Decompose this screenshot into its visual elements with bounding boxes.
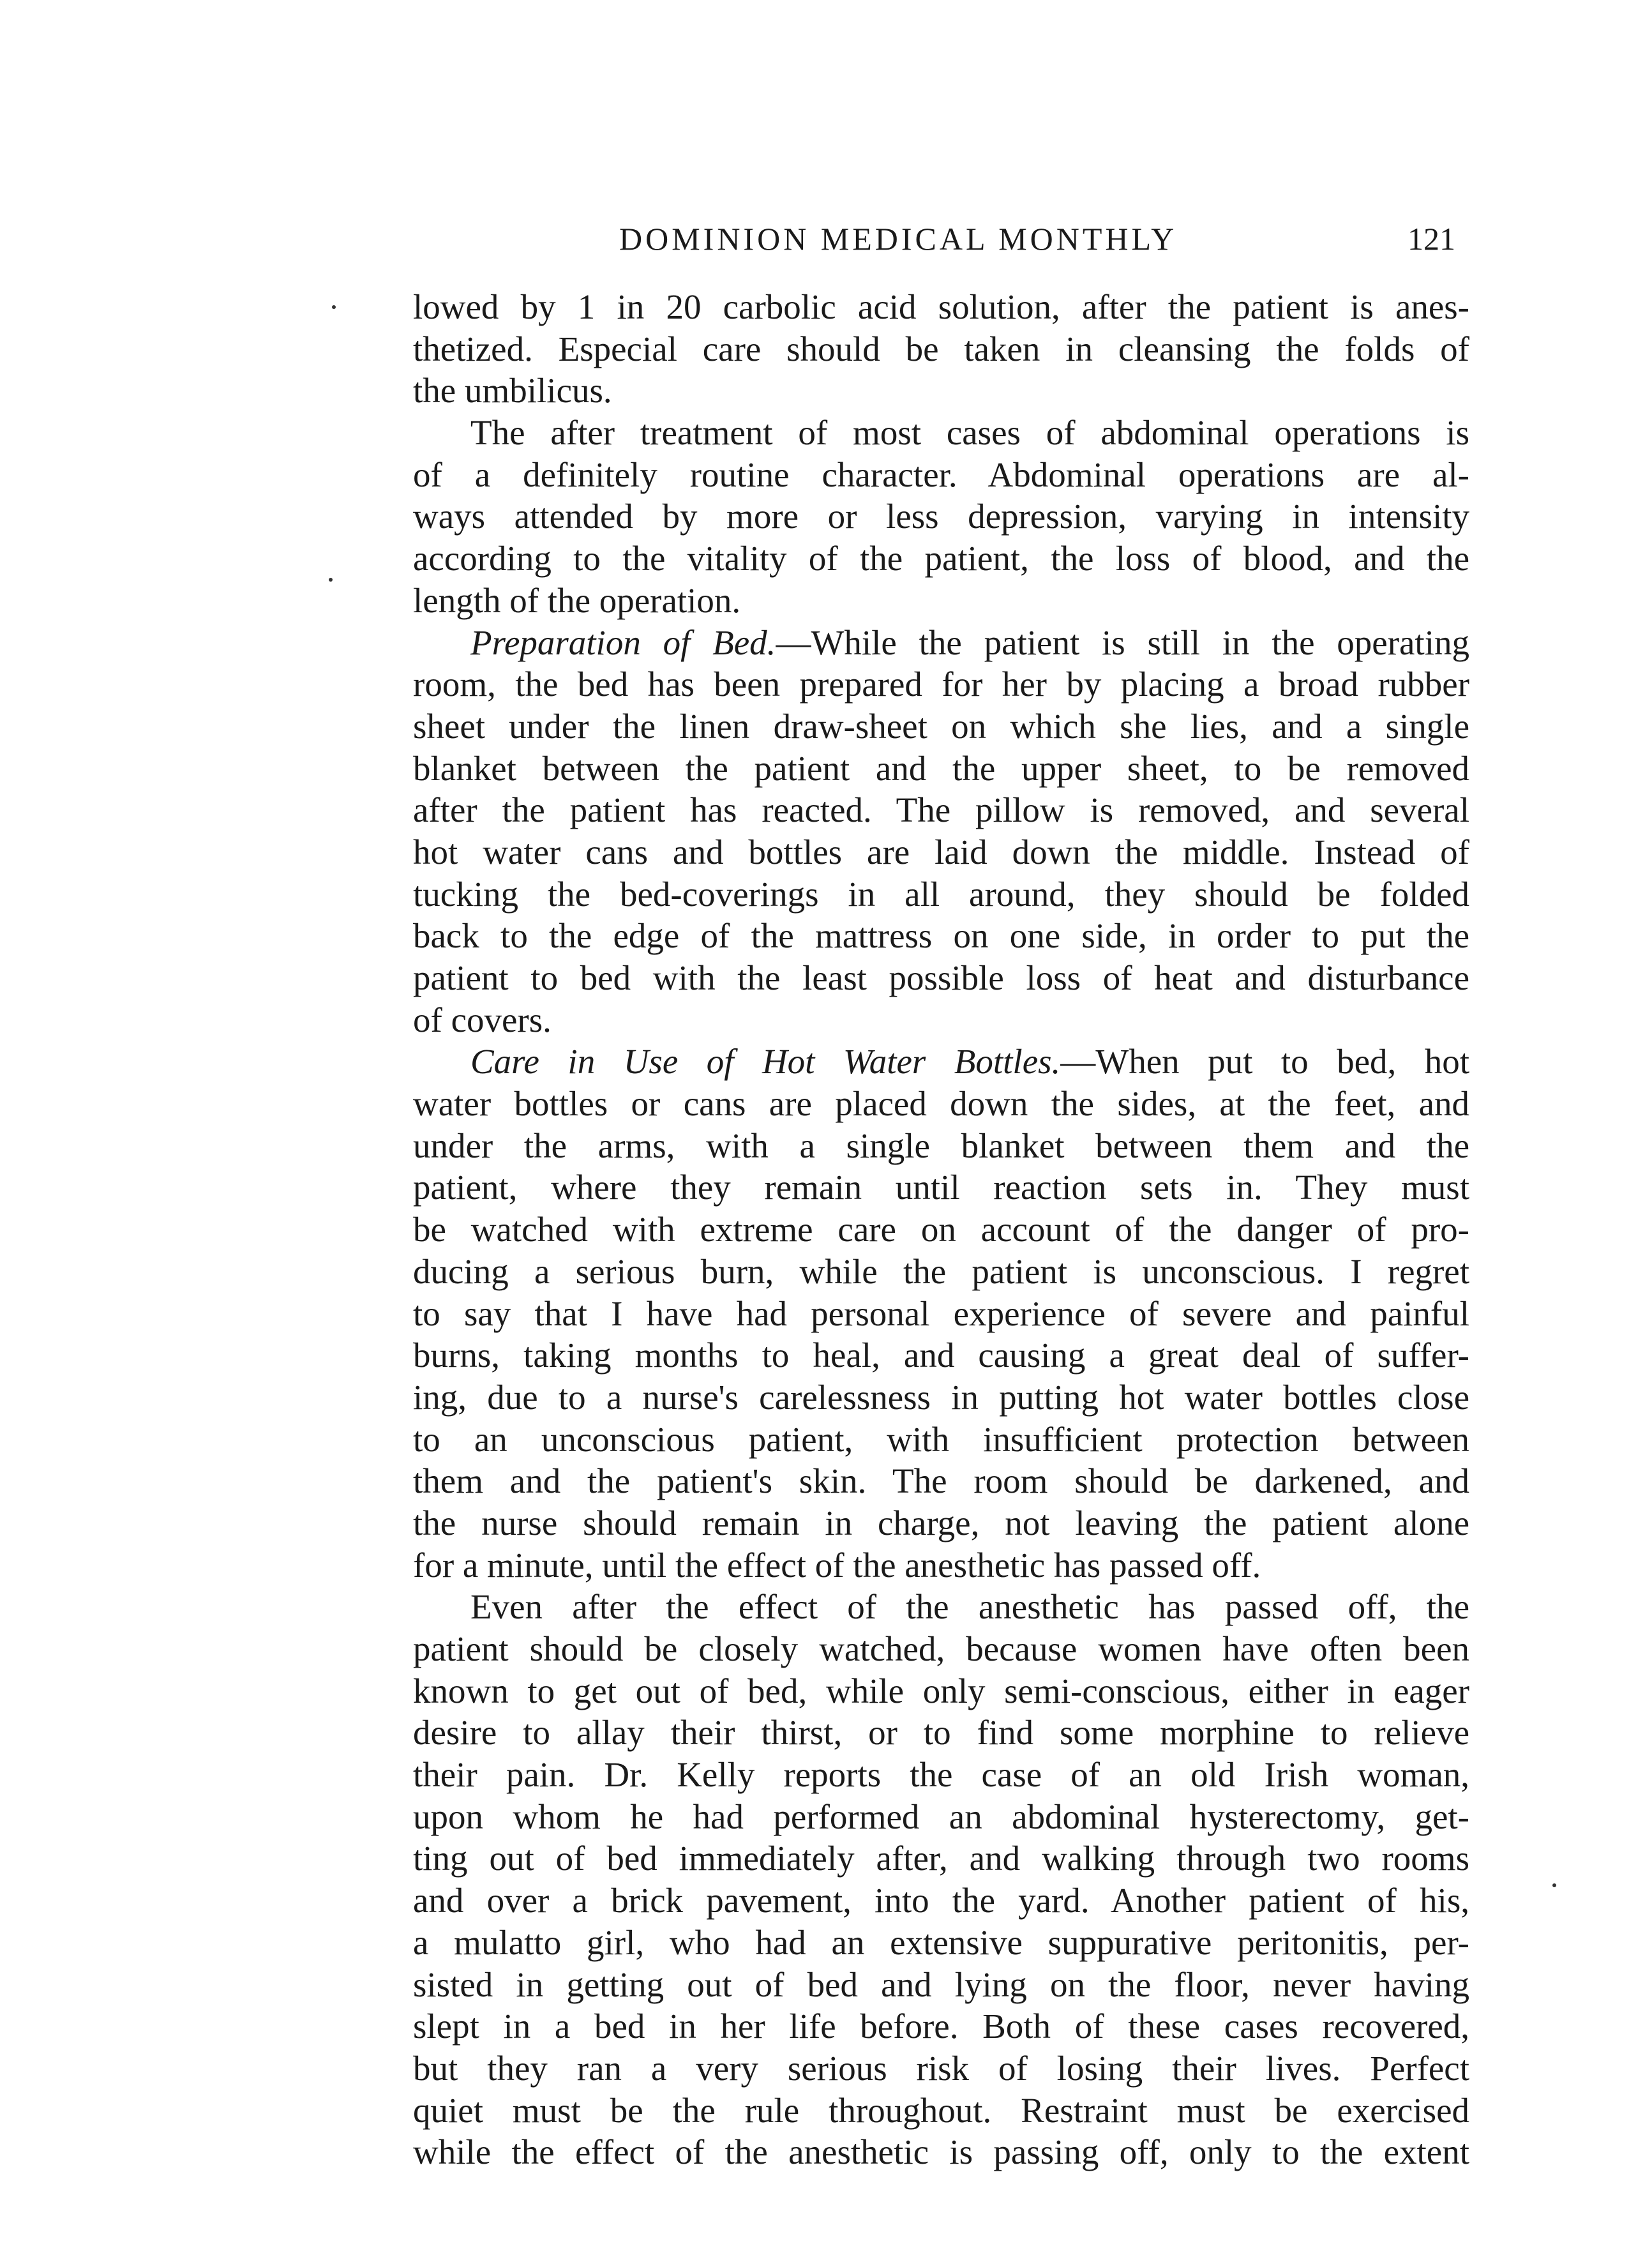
text-line: thetized. Especial care should be taken in cleansing the folds of <box>413 329 1469 368</box>
text-line: the nurse should remain in charge, not leaving the patient alone <box>413 1503 1469 1542</box>
text-line: slept in a bed in her life before. Both of these cases recovered, <box>413 2007 1469 2046</box>
text-line: known to get out of bed, while only semi-conscious, either in eager <box>413 1671 1469 1710</box>
text-line: sheet under the linen draw-sheet on which she lies, and a single <box>413 706 1469 746</box>
text-line: ting out of bed immediately after, and walking through two rooms <box>413 1839 1469 1878</box>
text-line: hot water cans and bottles are laid down the middle. Instead of <box>413 832 1469 871</box>
text-line: a mulatto girl, who had an extensive suppurative peritonitis, per- <box>413 1922 1469 1962</box>
text-line: while the effect of the anesthetic is passing off, only to the extent <box>413 2132 1469 2172</box>
text-line: to say that I have had personal experience of severe and painful <box>413 1293 1469 1333</box>
text-line: ducing a serious burn, while the patient is unconscious. I regret <box>413 1251 1469 1291</box>
text-line: The after treatment of most cases of abdominal operations is <box>470 413 1469 453</box>
text-line: Even after the effect of the anesthetic has passed off, the <box>470 1587 1469 1627</box>
running-head <box>409 220 1481 271</box>
text-line: under the arms, with a single blanket between them and the <box>413 1126 1469 1165</box>
text-line: length of the operation. <box>413 580 741 620</box>
section-heading-preparation-of-bed: Preparation of Bed. <box>470 622 776 662</box>
text-line: ways attended by more or less depression, varying in intensity <box>413 497 1469 536</box>
text-line: of covers. <box>413 1000 552 1039</box>
text-line: ing, due to a nurse's carelessness in putting hot water bottles close <box>413 1377 1469 1417</box>
text-line: of a definitely routine character. Abdominal operations are al- <box>413 455 1469 494</box>
text-line: room, the bed has been prepared for her by placing a broad rubber <box>413 665 1469 704</box>
text-line: them and the patient's skin. The room should be darkened, and <box>413 1461 1469 1501</box>
text-line: to an unconscious patient, with insufficient protection between <box>413 1419 1469 1459</box>
text-run: —When put to bed, hot <box>1060 1042 1470 1082</box>
text-line: blanket between the patient and the upper sheet, to be removed <box>413 748 1469 788</box>
section-heading-hot-water-bottles: Care in Use of Hot Water Bottles. <box>470 1042 1061 1082</box>
text-line: upon whom he had performed an abdominal hysterectomy, get- <box>413 1797 1469 1836</box>
text-line: and over a brick pavement, into the yard. Another patient of his, <box>413 1881 1469 1920</box>
text-line: quiet must be the rule throughout. Restraint must be exercised <box>413 2090 1469 2130</box>
text-line: according to the vitality of the patient, the loss of blood, and the <box>413 539 1469 578</box>
text-line: for a minute, until the effect of the anesthetic has passed off. <box>413 1545 1261 1585</box>
text-line: lowed by 1 in 20 carbolic acid solution, after the patient is anes- <box>413 287 1469 326</box>
body-text <box>413 286 1469 2173</box>
text-line <box>413 622 1469 664</box>
text-line <box>413 1041 1469 1083</box>
text-line: sisted in getting out of bed and lying on the floor, never having <box>413 1964 1469 2004</box>
running-title: DOMINION MEDICAL MONTHLY <box>619 221 1178 257</box>
text-line: water bottles or cans are placed down the sides, at the feet, and <box>413 1084 1469 1124</box>
text-line: their pain. Dr. Kelly reports the case of an old Irish woman, <box>413 1755 1469 1795</box>
stray-ink-mark <box>332 305 336 309</box>
text-line: desire to allay their thirst, or to find some morphine to relieve <box>413 1713 1469 1753</box>
text-line: be watched with extreme care on account of the danger of pro- <box>413 1210 1469 1249</box>
text-line: patient to bed with the least possible loss of heat and disturbance <box>413 958 1469 997</box>
text-line: patient, where they remain until reaction sets in. They must <box>413 1168 1469 1207</box>
page-number: 121 <box>1408 221 1455 257</box>
text-run: —While the patient is still in the operating <box>776 622 1469 662</box>
text-line: but they ran a very serious risk of losing their lives. Perfect <box>413 2048 1469 2088</box>
text-line: back to the edge of the mattress on one side, in order to put the <box>413 916 1469 956</box>
text-line: patient should be closely watched, because women have often been <box>413 1629 1469 1668</box>
text-line: tucking the bed-coverings in all around, they should be folded <box>413 874 1469 914</box>
stray-ink-mark <box>329 578 333 582</box>
stray-ink-mark <box>1552 1883 1556 1887</box>
text-line: burns, taking months to heal, and causing a great deal of suffer- <box>413 1336 1469 1375</box>
text-line: the umbilicus. <box>413 371 612 411</box>
text-line: after the patient has reacted. The pillow is removed, and several <box>413 790 1469 830</box>
